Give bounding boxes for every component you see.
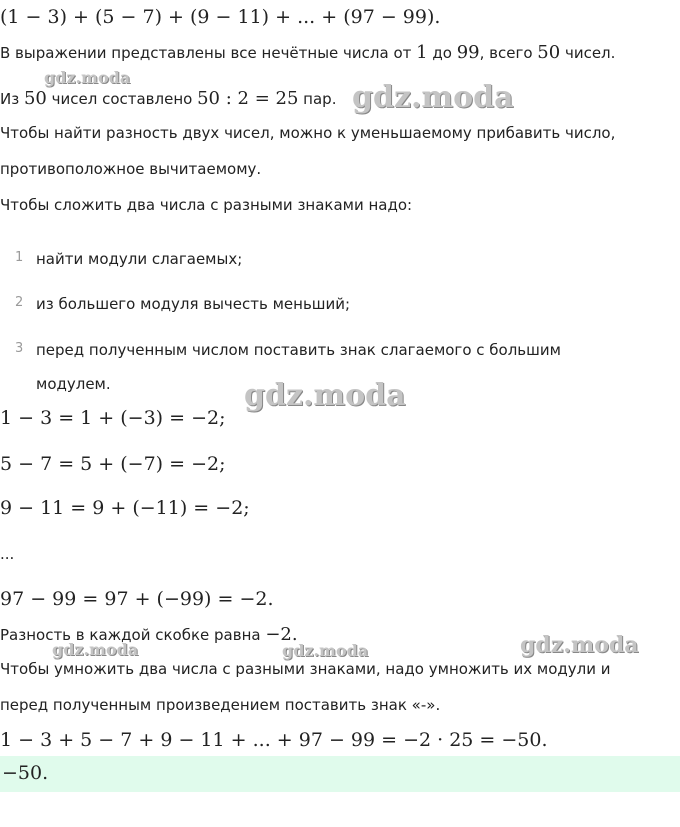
- text-part: чисел.: [560, 44, 616, 62]
- step-3: 9 − 11 = 9 + (−11) = −2;: [0, 497, 250, 519]
- difference-value: −2.: [265, 624, 298, 645]
- number: 99: [456, 42, 480, 63]
- expression: (1 − 3) + (5 − 7) + (9 − 11) + ... + (97 − 99).: [0, 6, 441, 28]
- step-1: 1 − 3 = 1 + (−3) = −2;: [0, 407, 226, 429]
- watermark-logo: gdz.moda: [52, 640, 139, 659]
- ellipsis: ...: [0, 545, 15, 563]
- list-number: 3: [15, 341, 24, 356]
- difference-rule-line-1: Чтобы найти разность двух чисел, можно к уменьшаемому прибавить число,: [0, 124, 616, 142]
- difference-sentence: [0, 624, 298, 645]
- text-part: , всего: [479, 44, 538, 62]
- list-number: 1: [15, 250, 24, 265]
- text-part: пар.: [298, 90, 337, 108]
- odd-numbers-sentence: [0, 42, 615, 63]
- watermark-logo: gdz.moda: [352, 80, 514, 115]
- list-text: найти модули слагаемых;: [36, 250, 243, 268]
- number: 50: [23, 88, 47, 109]
- list-number: 2: [15, 295, 24, 310]
- text-part: В выражении представлены все нечётные числа от: [0, 44, 417, 62]
- watermark-logo: gdz.moda: [282, 641, 369, 660]
- step-2: 5 − 7 = 5 + (−7) = −2;: [0, 453, 226, 475]
- pairs-math: 50 : 2 = 25: [197, 88, 299, 109]
- pairs-sentence: [0, 88, 336, 109]
- number: 1: [416, 42, 428, 63]
- watermark-logo: gdz.moda: [44, 68, 131, 87]
- list-text: модулем.: [36, 375, 111, 393]
- step-4: 97 − 99 = 97 + (−99) = −2.: [0, 588, 274, 610]
- number: 50: [537, 42, 561, 63]
- difference-rule-line-2: противоположное вычитаемому.: [0, 160, 262, 178]
- text-part: Разность в каждой скобке равна: [0, 626, 266, 644]
- list-text: перед полученным числом поставить знак слагаемого с большим: [36, 341, 561, 359]
- answer-value: −50.: [2, 762, 49, 784]
- text-part: до: [427, 44, 457, 62]
- watermark-logo: gdz.moda: [244, 378, 406, 413]
- text-part: чисел составлено: [46, 90, 198, 108]
- final-expression: 1 − 3 + 5 − 7 + 9 − 11 + ... + 97 − 99 = −2 · 25 = −50.: [0, 729, 548, 751]
- text-part: Из: [0, 90, 24, 108]
- watermark-logo: gdz.moda: [520, 632, 639, 658]
- list-text: из большего модуля вычесть меньший;: [36, 295, 351, 313]
- answer-box: [0, 756, 680, 792]
- multiplication-rule-line-2: перед полученным произведением поставить знак «-».: [0, 696, 441, 714]
- sum-rule: Чтобы сложить два числа с разными знаками надо:: [0, 196, 413, 214]
- multiplication-rule-line-1: Чтобы умножить два числа с разными знаками, надо умножить их модули и: [0, 660, 611, 678]
